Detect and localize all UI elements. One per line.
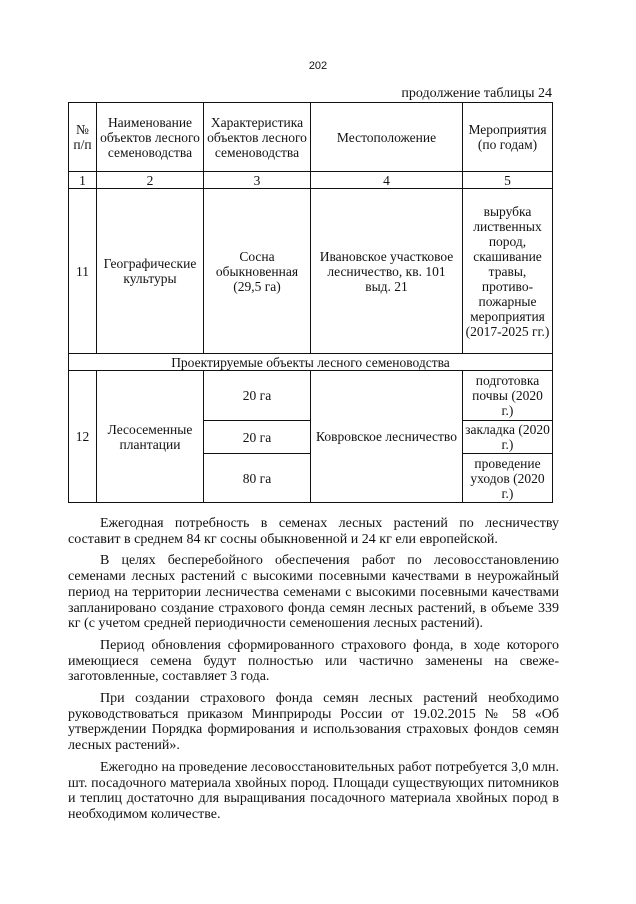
object-location: Ивановское участковое лесничество, кв. 101 выд. 21 — [311, 189, 463, 354]
measure-item: закладка (2020 г.) — [463, 421, 553, 454]
table-row — [69, 371, 553, 421]
paragraph: При создании страхового фонда семян лесных растений необходимо руководствоваться приказом Минприроды России от 19.02.2015 № 58 «Об утверждении Порядка формирования и использования страховых фондов семян лесных растений». — [68, 691, 559, 754]
header-measures: Мероприятия (по годам) — [463, 103, 553, 172]
area-value: 80 га — [204, 454, 311, 503]
object-name: Географические культуры — [97, 189, 204, 354]
paragraph: В целях бесперебойного обеспечения работ по лесовосстановлению семенами лесных растений с высокими посевными качествами в неурожайный период на территории лесничества семенами с высокими посевными качествами запланировано создание страхового фонда семян лесных растений, в объеме 339 кг (с учетом средней периодичности семеношения лесных растений). — [68, 553, 559, 632]
page-number: 202 — [308, 60, 328, 72]
table-row — [69, 189, 553, 354]
column-number-row — [69, 172, 553, 189]
object-location: Ковровское лесничество — [311, 371, 463, 503]
table-header-row — [69, 103, 553, 172]
column-number: 3 — [204, 172, 311, 189]
column-number: 5 — [463, 172, 553, 189]
area-value: 20 га — [204, 371, 311, 421]
header-characteristic: Характеристика объектов лесного семеноводства — [204, 103, 311, 172]
body-text — [68, 516, 559, 829]
object-name: Лесосеменные плантации — [97, 371, 204, 503]
section-title: Проектируемые объекты лесного семеноводства — [69, 354, 553, 371]
header-number: № п/п — [69, 103, 97, 172]
measure-item: подготовка почвы (2020 г.) — [463, 371, 553, 421]
section-row — [69, 354, 553, 371]
area-value: 20 га — [204, 421, 311, 454]
column-number: 4 — [311, 172, 463, 189]
object-characteristic: Сосна обыкновенная (29,5 га) — [204, 189, 311, 354]
measure-item: проведение уходов (2020 г.) — [463, 454, 553, 503]
paragraph: Период обновления сформированного страхового фонда, в ходе которого имеющиеся семена будут полностью или частично заменены на свеже-заготовленные, составляет 3 года. — [68, 637, 559, 685]
row-number: 12 — [69, 371, 97, 503]
column-number: 1 — [69, 172, 97, 189]
row-number: 11 — [69, 189, 97, 354]
column-number: 2 — [97, 172, 204, 189]
object-measures: вырубка лиственных пород, скашивание травы, противо-пожарные мероприятия (2017-2025 гг.) — [463, 189, 553, 354]
paragraph: Ежегодная потребность в семенах лесных растений по лесничеству составит в среднем 84 кг сосны обыкновенной и 24 кг ели европейской. — [68, 516, 559, 547]
header-name: Наименование объектов лесного семеноводства — [97, 103, 204, 172]
paragraph: Ежегодно на проведение лесовосстановительных работ потребуется 3,0 млн. шт. посадочного материала хвойных пород. Площади существующих питомников и теплиц достаточно для выращивания посадочного материала хвойных пород в необходимом количестве. — [68, 759, 559, 822]
table-24 — [68, 102, 553, 503]
table-continuation-label: продолжение таблицы 24 — [401, 86, 552, 101]
header-location: Местоположение — [311, 103, 463, 172]
